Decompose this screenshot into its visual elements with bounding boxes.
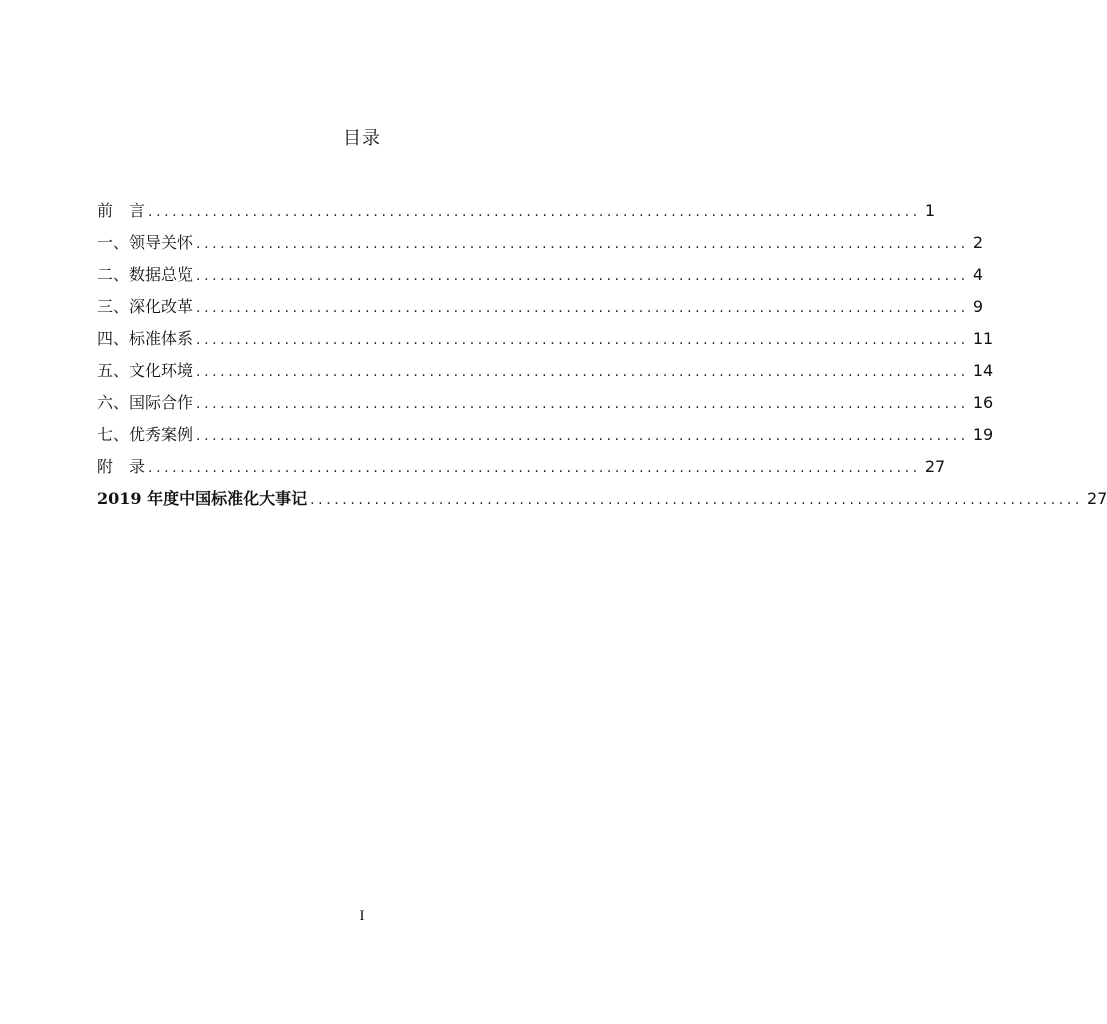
toc-dot-leader: ................................................................................................ <box>148 460 921 476</box>
toc-entry-culture[interactable] <box>97 358 994 390</box>
toc-entry-page: 9 <box>972 297 984 316</box>
toc-dot-leader: ................................................................................................ <box>148 204 921 220</box>
toc-dot-leader: ................................................................................................ <box>310 492 1083 508</box>
toc-entry-page: 27 <box>924 457 946 476</box>
toc-entry-label: 附 录 <box>97 457 146 476</box>
toc-dot-leader: ................................................................................................ <box>196 300 969 316</box>
toc-entry-international[interactable] <box>97 390 994 422</box>
toc-entry-reform[interactable] <box>97 294 984 326</box>
toc-entry-label: 前 言 <box>97 201 146 220</box>
toc-entry-page: 11 <box>972 329 994 348</box>
toc-entry-page: 19 <box>972 425 994 444</box>
toc-dot-leader: ................................................................................................ <box>196 268 969 284</box>
page-number: I <box>359 908 365 924</box>
toc-dot-leader: ................................................................................................ <box>196 364 969 380</box>
toc-dot-leader: ................................................................................................ <box>196 428 969 444</box>
toc-entry-cases[interactable] <box>97 422 994 454</box>
toc-entry-page: 2 <box>972 233 984 252</box>
toc-entry-chronicle[interactable] <box>97 486 1107 518</box>
toc-entry-label: 五、文化环境 <box>97 361 194 380</box>
toc-entry-page: 1 <box>924 201 936 220</box>
toc-entry-leadership[interactable] <box>97 230 984 262</box>
toc-dot-leader: ................................................................................................ <box>196 396 969 412</box>
toc-entry-appendix[interactable] <box>97 454 946 486</box>
toc-entry-label: 二、数据总览 <box>97 265 194 284</box>
toc-entry-page: 14 <box>972 361 994 380</box>
toc-entry-page: 16 <box>972 393 994 412</box>
toc-entry-label: 2019 年度中国标准化大事记 <box>97 489 308 508</box>
toc-dot-leader: ................................................................................................ <box>196 332 969 348</box>
toc-entry-data-overview[interactable] <box>97 262 984 294</box>
table-of-contents <box>97 198 1107 518</box>
toc-entry-label: 三、深化改革 <box>97 297 194 316</box>
toc-title: 目录 <box>343 128 381 149</box>
toc-entry-standards-system[interactable] <box>97 326 994 358</box>
toc-entry-label: 四、标准体系 <box>97 329 194 348</box>
toc-entry-label: 七、优秀案例 <box>97 425 194 444</box>
toc-entry-page: 4 <box>972 265 984 284</box>
toc-dot-leader: ................................................................................................ <box>196 236 969 252</box>
toc-entry-label: 一、领导关怀 <box>97 233 194 252</box>
toc-entry-page: 27 <box>1086 489 1107 508</box>
toc-entry-label: 六、国际合作 <box>97 393 194 412</box>
toc-entry-preface[interactable] <box>97 198 936 230</box>
